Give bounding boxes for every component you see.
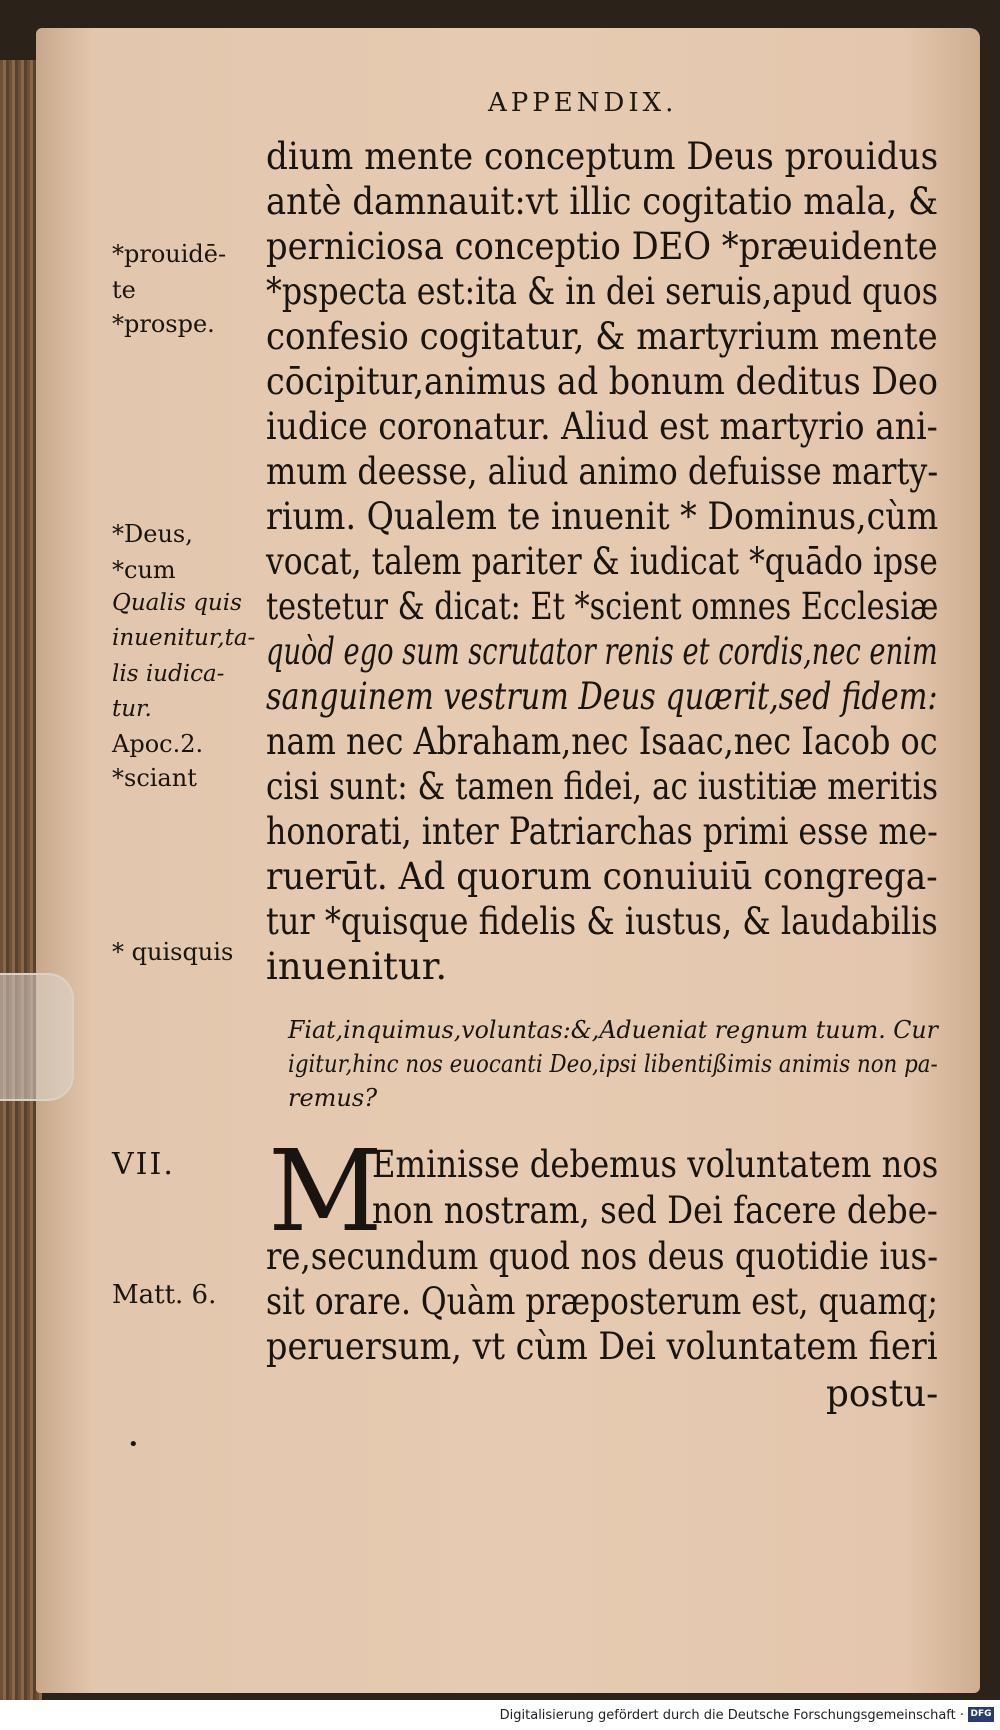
text-line: nam nec Abraham,nec Isaac,nec Iacob oc [266,720,938,763]
margin-note: *cum [112,556,176,584]
text-line: cōcipitur,animus ad bonum deditus Deo [266,360,938,403]
catchword: postu- [826,1372,939,1415]
text-line: dium mente conceptum Deus prouidus [266,135,939,178]
text-line: antè damnauit:vt illic cogitatio mala, & [266,180,939,223]
margin-note: * quisquis [112,938,234,966]
margin-note: Matt. 6. [112,1280,217,1310]
text-line: inuenitur. [266,945,448,988]
text-line: re,secundum quod nos deus quotidie ius- [266,1235,939,1278]
text-line: rium. Qualem te inuenit * Dominus,cùm [266,495,939,538]
drop-cap-initial: M [268,1127,383,1257]
margin-note: *sciant [112,764,197,792]
rubric-line: remus? [288,1084,378,1112]
text-line: confesio cogitatur, & martyrium mente [266,315,938,358]
margin-note: lis iudica- [112,661,225,687]
text-line: sanguinem vestrum Deus quærit,sed fidem: [266,675,938,718]
rubric-line: Fiat,inquimus,voluntas:&,Adueniat regnum tuum. Cur [288,1016,938,1044]
text-line: honorati, inter Patriarchas primi esse me- [266,810,938,853]
margin-note: te [112,276,136,304]
ink-mark: • [128,1434,139,1455]
text-line: cisi sunt: & tamen fidei, ac iustitiæ meritis [266,765,939,808]
margin-note: *Deus, [112,520,193,548]
page-clip [0,973,74,1101]
text-line: *pspecta est:ita & in dei seruis,apud quos [266,270,938,313]
margin-note: tur. [112,696,152,722]
dfg-logo: DFG [968,1707,994,1722]
text-line: perniciosa conceptio DEO *præuidente [266,225,938,268]
text-line: sit orare. Quàm præposterum est, quamq; [266,1280,938,1323]
margin-note: Apoc.2. [112,730,204,758]
running-header: APPENDIX. [488,88,678,118]
text-line: mum deesse, aliud animo defuisse marty- [266,450,939,493]
text-line: ruerūt. Ad quorum conuiuiū congrega- [266,855,938,898]
margin-note: Qualis quis [112,590,242,616]
text-line: vocat, talem pariter & iudicat *quādo ipse [266,540,938,583]
margin-note: *prouidē- [112,240,227,268]
text-line: non nostram, sed Dei facere debe- [372,1189,938,1232]
text-line: testetur & dicat: Et *scient omnes Ecclesiæ [266,585,939,628]
text-line: Eminisse debemus voluntatem nos [372,1143,939,1186]
digitization-credit: Digitalisierung gefördert durch die Deutsche Forschungsgemeinschaft · [499,1708,964,1723]
text-line: quòd ego sum scrutator renis et cordis,nec enim [266,630,938,673]
text-line: tur *quisque fidelis & iustus, & laudabilis [266,900,938,943]
rubric-line: igitur,hinc nos euocanti Deo,ipsi libentißimis animis non pa- [288,1050,938,1078]
margin-note: *prospe. [112,310,215,338]
margin-note: inuenitur,ta- [112,625,256,651]
section-number: VII. [112,1147,175,1182]
text-line: peruersum, vt cùm Dei voluntatem fieri [266,1325,938,1368]
text-line: iudice coronatur. Aliud est martyrio ani- [266,405,938,448]
